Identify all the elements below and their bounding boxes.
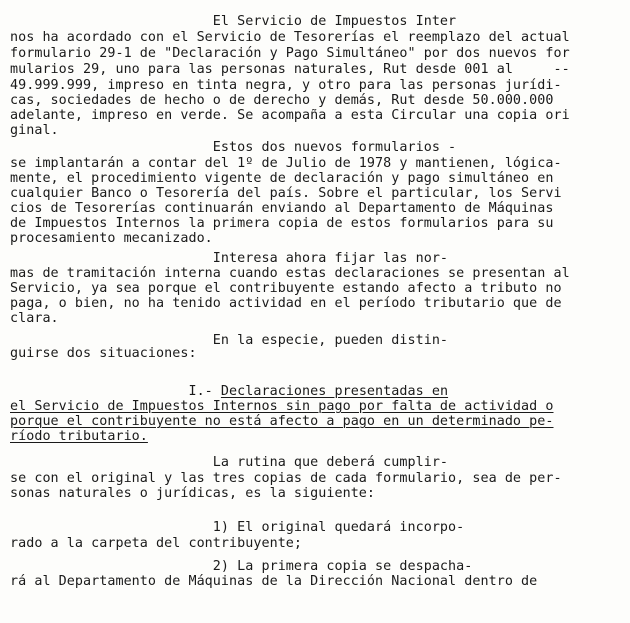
- paragraph-1-line-6: cas, sociedades de hecho o de derecho y demás, Rut desde 50.000.000: [10, 93, 554, 108]
- paragraph-3-line-1: Interesa ahora fijar las nor-: [10, 251, 449, 266]
- paragraph-6-line-2: se con el original y las tres copias de cada formulario, sea de per-: [10, 471, 562, 486]
- paragraph-2-line-4: cualquier Banco o Tesorería del país. Sobre el particular, los Servi: [10, 186, 562, 201]
- section-i-heading-text: I.- Declaraciones presentadas en: [10, 384, 449, 399]
- paragraph-2-line-5: cios de Tesorerías continuarán enviando al Departamento de Máquinas: [10, 201, 554, 216]
- paragraph-6-line-1: La rutina que deberá cumplir-: [10, 455, 449, 470]
- section-i-heading-underlined: Declaraciones presentadas en: [220, 384, 449, 399]
- paragraph-1-line-3: formulario 29-1 de "Declaración y Pago Simultáneo" por dos nuevos for: [10, 46, 570, 61]
- paragraph-1-line-5: 49.999.999, impreso en tinta negra, y otro para las personas jurídi-: [10, 78, 562, 93]
- paragraph-3-line-5: clara.: [10, 311, 59, 326]
- item-2-line-1: 2) La primera copia se despacha-: [10, 559, 473, 574]
- paragraph-2-line-3: mente, el procedimiento vigente de declaración y pago simultáneo en: [10, 171, 554, 186]
- section-i-heading-line-4: ríodo tributario.: [10, 429, 148, 444]
- section-i-heading-line-1: [10, 384, 448, 399]
- paragraph-4-line-2: guirse dos situaciones:: [10, 346, 197, 361]
- paragraph-3-line-2: mas de tramitación interna cuando estas declaraciones se presentan al: [10, 266, 570, 281]
- paragraph-1-line-8: ginal.: [10, 123, 59, 138]
- item-1-line-1: 1) El original quedará incorpo-: [10, 520, 465, 535]
- item-2-line-2: rá al Departamento de Máquinas de la Dirección Nacional dentro de: [10, 574, 538, 589]
- paragraph-1-line-7: adelante, impreso en verde. Se acompaña a esta Circular una copia ori: [10, 108, 570, 123]
- paragraph-2-line-6: de Impuestos Internos la primera copia de estos formularios para su: [10, 216, 554, 231]
- paragraph-6-line-3: sonas naturales o jurídicas, es la siguiente:: [10, 486, 376, 501]
- paragraph-3-line-4: paga, o bien, no ha tenido actividad en el período tributario que de: [10, 296, 562, 311]
- section-i-heading-line-3: porque el contribuyente no está afecto a pago en un determinado pe-: [10, 414, 554, 429]
- section-i-heading-line-2: el Servicio de Impuestos Internos sin pago por falta de actividad o: [10, 399, 554, 414]
- paragraph-2-line-2: se implantarán a contar del 1º de Julio de 1978 y mantienen, lógica-: [10, 156, 562, 171]
- item-1-line-2: rado a la carpeta del contribuyente;: [10, 536, 303, 551]
- paragraph-1-line-4: mularios 29, uno para las personas naturales, Rut desde 001 al --: [10, 62, 570, 77]
- paragraph-1-line-2: nos ha acordado con el Servicio de Tesorerías el reemplazo del actual: [10, 30, 570, 45]
- paragraph-3-line-3: Servicio, ya sea porque el contribuyente estando afecto a tributo no: [10, 281, 562, 296]
- paragraph-4-line-1: En la especie, pueden distin-: [10, 333, 449, 348]
- paragraph-2-line-7: procesamiento mecanizado.: [10, 231, 213, 246]
- paragraph-1-line-1: El Servicio de Impuestos Inter: [10, 14, 457, 29]
- paragraph-2-line-1: Estos dos nuevos formularios -: [10, 140, 457, 155]
